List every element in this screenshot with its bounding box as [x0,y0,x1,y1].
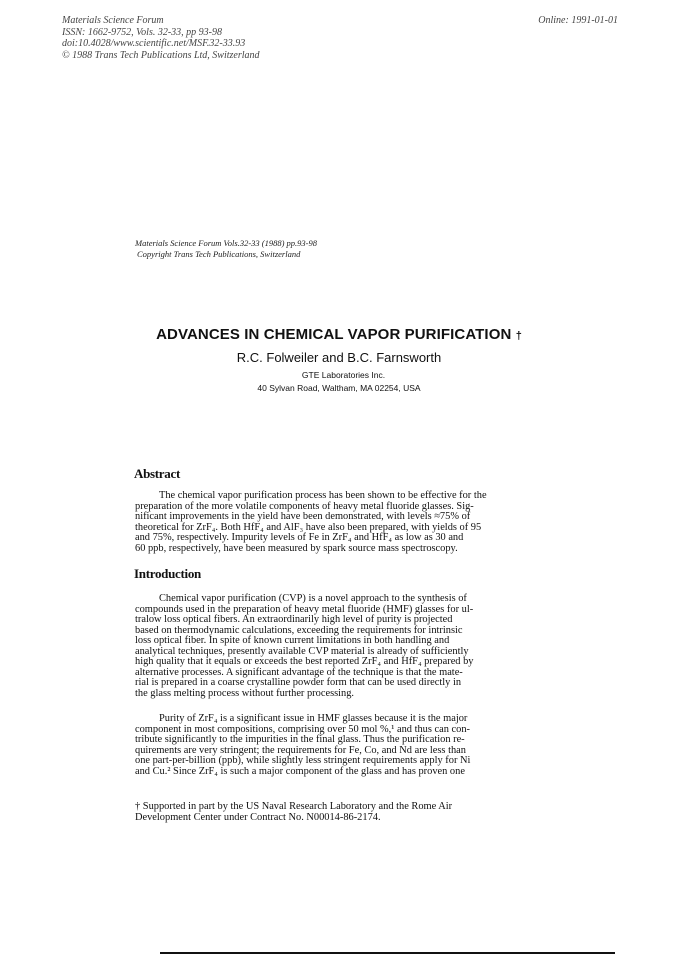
text-line: Purity of ZrF₄ is a significant issue in HMF glasses because it is the major [159,713,468,724]
affiliation [0,369,678,395]
text-line: preparation of the more volatile components of heavy metal fluoride glasses. Sig- [135,500,474,512]
header-copyright: © 1988 Trans Tech Publications Ltd, Switzerland [62,49,260,61]
text-line: rial is prepared in a coarse crystalline powder form that can be used directly in [135,677,462,688]
text-line: alternative processes. A significant advantage of the technique is that the mate- [135,666,463,678]
text-line: tralow loss optical fibers. An extraordinarily high level of purity is projected [135,614,453,625]
text-line: Chemical vapor purification (CVP) is a novel approach to the synthesis of [159,593,467,604]
paper-title-text: ADVANCES IN CHEMICAL VAPOR PURIFICATION [156,326,512,343]
text-line: compounds used in the preparation of heavy metal fluoride (HMF) glasses for ul- [135,603,474,615]
text-line: tribute significantly to the impurities in the final glass. Thus the purification re- [135,734,465,745]
affiliation-address: 40 Sylvan Road, Waltham, MA 02254, USA [257,383,421,393]
text-line: and 75%, respectively. Impurity levels of Fe in ZrF₄ and HfF₄ as low as 30 and [135,532,464,543]
text-line: and Cu.² Since ZrF₄ is such a major component of the glass and has proven one [135,765,465,777]
journal-info [135,238,317,260]
page-bottom-rule [160,952,615,954]
header-doi[interactable]: doi:10.4028/www.scientific.net/MSF.32-33.93 [62,38,246,49]
title-footnote-mark: † [515,330,522,342]
abstract-heading: Abstract [134,466,180,481]
text-line: based on thermodynamic calculations, exceeding the requirements for intrinsic [135,624,463,636]
text-line: † Supported in part by the US Naval Research Laboratory and the Rome Air [135,801,453,812]
journal-copyright: Copyright Trans Tech Publications, Switzerland [137,249,301,259]
header-journal: Materials Science Forum [62,15,164,26]
text-line: Development Center under Contract No. N00014-86-2174. [135,811,381,823]
text-line: nificant improvements in the yield have been demonstrated, with levels ≈75% of [135,511,471,522]
text-line: loss optical fiber. In spite of known current limitations in both handling and [135,635,450,646]
header-issn: ISSN: 1662-9752, Vols. 32-33, pp 93-98 [62,26,222,38]
text-line: one part-per-billion (ppb), while slightly less stringent requirements apply for Ni [135,755,471,766]
paper-title [0,326,678,343]
text-line: 60 ppb, respectively, have been measured by spark source mass spectroscopy. [135,542,458,554]
publication-header [62,15,260,61]
paper-authors: R.C. Folweiler and B.C. Farnsworth [236,350,442,365]
footnote [135,802,567,823]
introduction-heading: Introduction [134,566,201,581]
text-line: the glass melting process without further processing. [135,687,355,699]
introduction-paragraph-2 [135,714,567,777]
header-online-date: Online: 1991-01-01 [538,15,618,26]
text-line: theoretical for ZrF₄. Both HfF₄ and AlF₃ have also been prepared, with yields of 95 [135,521,482,533]
abstract-body [135,491,567,554]
text-line: analytical techniques, presently available CVP material is already of sufficiently [135,645,469,657]
text-line: quirements are very stringent; the requirements for Fe, Co, and Nd are less than [135,744,466,756]
text-line: high quality that it equals or exceeds the best reported ZrF₄ and HfF₄ prepared by [135,656,474,667]
text-line: component in most compositions, comprising over 50 mol %,¹ and thus can con- [135,723,470,735]
journal-citation: Materials Science Forum Vols.32-33 (1988) pp.93-98 [135,238,318,248]
text-line: The chemical vapor purification process has been shown to be effective for the [159,490,487,501]
introduction-paragraph-1 [135,594,567,699]
affiliation-institution: GTE Laboratories Inc. [301,370,386,380]
